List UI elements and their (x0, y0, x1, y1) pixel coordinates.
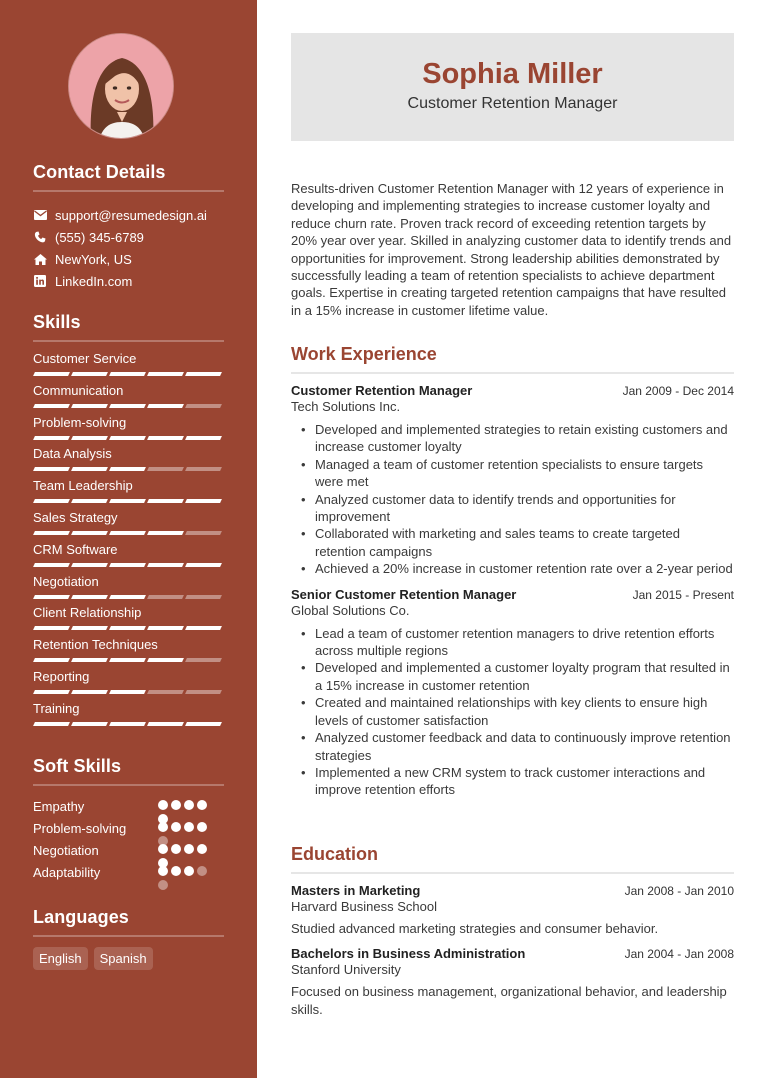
education-section (291, 843, 734, 1018)
contact-location (33, 248, 224, 270)
languages-heading: Languages (33, 907, 129, 927)
skill-item (33, 415, 224, 447)
skill-level-bar (33, 626, 224, 630)
soft-skill-item (33, 798, 224, 820)
skill-label: Customer Service (33, 351, 137, 366)
divider (33, 935, 224, 937)
skill-level-bar (33, 563, 224, 567)
skill-level-segment (33, 467, 70, 471)
contact-email-text: support@resumedesign.ai (55, 207, 207, 223)
skill-level-segment (33, 372, 70, 376)
soft-skill-rating (158, 866, 212, 890)
language-chip-english: English (33, 947, 88, 970)
skill-level-bar (33, 467, 224, 471)
skill-level-segment (185, 722, 222, 726)
skill-level-segment (109, 722, 146, 726)
skill-item (33, 478, 224, 510)
rating-dot-icon (197, 822, 207, 832)
skill-level-segment (33, 436, 70, 440)
summary-text: Results-driven Customer Retention Manager with 12 years of experience in developing and implementing strategies to increase customer loyalty and reduce churn rate. Proven track record of exceeding retention targets by 20% year over year. Skilled in analyzing customer data to identify trends and opportunities for improvement. Strong leadership abilities demonstrated by successfully leading a team of retention specialists to achieve department goals. Expertise in creating targeted retention campaigns that have resulted in a 15% increase in customer lifetime value. (291, 181, 732, 318)
skill-item (33, 446, 224, 478)
education-description: Studied advanced marketing strategies and consumer behavior. (291, 921, 659, 936)
skill-level-segment (33, 658, 70, 662)
work-experience-section (291, 343, 734, 799)
divider (33, 190, 224, 192)
skill-level-segment (33, 563, 70, 567)
bullet-item: • Analyzed customer feedback and data to continuously improve retention strategies (315, 729, 734, 764)
school: Harvard Business School (291, 899, 437, 914)
rating-dot-icon (184, 822, 194, 832)
skill-level-segment (147, 372, 184, 376)
contact-list (33, 204, 224, 292)
bullet-item: • Managed a team of customer retention specialists to ensure targets were met (315, 456, 734, 491)
education-entry (291, 883, 734, 937)
skills-heading: Skills (33, 312, 81, 332)
contact-phone[interactable] (33, 226, 224, 248)
candidate-title: Customer Retention Manager (407, 95, 618, 112)
skill-level-segment (33, 595, 70, 599)
work-company: Global Solutions Co. (291, 602, 410, 618)
skill-level-segment (147, 626, 184, 630)
contact-phone-text: (555) 345-6789 (55, 229, 144, 245)
soft-skill-item (33, 864, 224, 886)
divider (291, 872, 734, 874)
work-entry (291, 587, 734, 799)
contact-linkedin-text: LinkedIn.com (55, 273, 133, 289)
skill-level-bar (33, 372, 224, 376)
skill-level-segment (33, 690, 70, 694)
skill-level-segment (185, 372, 222, 376)
resume-header (291, 33, 734, 141)
skill-level-segment (147, 467, 184, 471)
skill-level-segment (109, 499, 146, 503)
soft-skill-label: Problem-solving (33, 821, 127, 836)
skill-level-segment (109, 531, 146, 535)
soft-skill-list (33, 798, 224, 886)
bullet-item: • Developed and implemented strategies to retain existing customers and increase customer loyalty (315, 421, 734, 456)
work-bullets (291, 421, 734, 578)
education-entry (291, 946, 734, 1018)
skill-level-segment (109, 436, 146, 440)
skill-level-bar (33, 499, 224, 503)
education-description: Focused on business management, organizational behavior, and leadership skills. (291, 984, 727, 1017)
language-chip-spanish: Spanish (94, 947, 153, 970)
skill-level-segment (33, 499, 70, 503)
skill-level-segment (147, 499, 184, 503)
skill-level-segment (109, 658, 146, 662)
skill-item (33, 637, 224, 669)
skill-item (33, 383, 224, 415)
rating-dot-icon (197, 844, 207, 854)
skill-level-segment (185, 467, 222, 471)
rating-dot-icon (171, 866, 181, 876)
skills-section (33, 312, 224, 733)
soft-skill-item (33, 842, 224, 864)
language-list (33, 947, 224, 970)
skill-item (33, 351, 224, 383)
skill-level-bar (33, 722, 224, 726)
skill-level-bar (33, 690, 224, 694)
soft-skills-heading: Soft Skills (33, 756, 122, 776)
soft-skill-label: Adaptability (33, 865, 101, 880)
skill-item (33, 701, 224, 733)
skill-level-segment (109, 690, 146, 694)
skill-level-segment (71, 626, 108, 630)
skill-level-bar (33, 531, 224, 535)
phone-icon (33, 230, 47, 244)
skill-label: Communication (33, 382, 124, 398)
rating-dot-icon (184, 800, 194, 810)
skill-level-bar (33, 404, 224, 408)
bullet-item: • Collaborated with marketing and sales teams to create targeted retention campaigns (315, 525, 734, 560)
rating-dot-icon (158, 822, 168, 832)
rating-dot-icon (184, 866, 194, 876)
rating-dot-icon (171, 822, 181, 832)
work-heading: Work Experience (291, 344, 437, 364)
rating-dot-icon (158, 800, 168, 810)
skill-item (33, 542, 224, 574)
skill-level-segment (33, 626, 70, 630)
skill-level-bar (33, 436, 224, 440)
skill-item (33, 574, 224, 606)
contact-email[interactable] (33, 204, 224, 226)
bullet-item: • Lead a team of customer retention managers to drive retention efforts across multiple regions (315, 625, 734, 660)
contact-location-text: NewYork, US (55, 251, 132, 267)
skill-level-segment (147, 404, 184, 408)
skill-level-segment (147, 595, 184, 599)
bullet-item: • Implemented a new CRM system to track customer interactions and improve retention efforts (315, 764, 734, 799)
rating-dot-icon (197, 800, 207, 810)
work-role: Senior Customer Retention Manager (291, 586, 517, 602)
divider (33, 340, 224, 342)
skill-level-segment (71, 531, 108, 535)
profile-photo (69, 34, 174, 139)
skill-level-segment (109, 626, 146, 630)
skill-list (33, 351, 224, 733)
skill-level-bar (33, 658, 224, 662)
skill-level-segment (147, 563, 184, 567)
soft-skill-label: Negotiation (33, 843, 99, 858)
skill-level-segment (33, 531, 70, 535)
rating-dot-icon (158, 866, 168, 876)
skill-level-segment (185, 690, 222, 694)
degree: Masters in Marketing (291, 883, 421, 898)
skill-level-segment (109, 595, 146, 599)
skill-level-segment (185, 436, 222, 440)
skill-level-segment (185, 563, 222, 567)
contact-heading: Contact Details (33, 162, 166, 182)
skill-level-segment (71, 499, 108, 503)
education-dates: Jan 2004 - Jan 2008 (624, 947, 734, 962)
candidate-name: Sophia Miller (422, 58, 603, 90)
skill-level-segment (185, 404, 222, 408)
divider (291, 372, 734, 374)
skill-level-segment (71, 658, 108, 662)
rating-dot-icon (197, 866, 207, 876)
skill-level-bar (33, 595, 224, 599)
skill-level-segment (109, 467, 146, 471)
skill-label: Data Analysis (33, 446, 112, 462)
envelope-icon (33, 208, 47, 222)
work-dates: Jan 2015 - Present (632, 587, 734, 602)
work-entry (291, 383, 734, 578)
skill-level-segment (71, 372, 108, 376)
skill-level-segment (71, 722, 108, 726)
bullet-item: • Developed and implemented a customer loyalty program that resulted in a 15% increase in customer retention (315, 659, 734, 694)
soft-skill-item (33, 820, 224, 842)
sidebar (0, 0, 257, 1078)
home-icon (33, 252, 47, 266)
languages-section (33, 907, 224, 970)
linkedin-icon (33, 274, 47, 288)
rating-dot-icon (158, 880, 168, 890)
skill-level-segment (185, 531, 222, 535)
skill-label: Client Relationship (33, 605, 142, 621)
skill-level-segment (147, 690, 184, 694)
skill-level-segment (185, 658, 222, 662)
avatar (68, 33, 174, 139)
education-heading: Education (291, 844, 379, 864)
work-company: Tech Solutions Inc. (291, 399, 401, 414)
school: Stanford University (291, 962, 401, 978)
education-dates: Jan 2008 - Jan 2010 (624, 884, 734, 898)
skill-label: Sales Strategy (33, 509, 118, 525)
contact-linkedin[interactable] (33, 270, 224, 292)
skill-level-segment (71, 404, 108, 408)
skill-label: Team Leadership (33, 478, 133, 494)
bullet-item: • Analyzed customer data to identify trends and opportunities for improvement (315, 491, 734, 526)
skill-level-segment (109, 563, 146, 567)
skill-level-segment (71, 595, 108, 599)
rating-dot-icon (171, 800, 181, 810)
work-role: Customer Retention Manager (291, 383, 473, 398)
skill-level-segment (71, 436, 108, 440)
skill-label: Training (33, 700, 80, 716)
skill-label: Problem-solving (33, 414, 127, 430)
skill-label: Reporting (33, 668, 90, 684)
skill-level-segment (185, 595, 222, 599)
soft-skills-section (33, 756, 224, 886)
skill-level-segment (71, 467, 108, 471)
skill-item (33, 510, 224, 542)
skill-item (33, 669, 224, 701)
skill-level-segment (109, 372, 146, 376)
bullet-item: • Created and maintained relationships with key clients to ensure high levels of customer satisfaction (315, 694, 734, 729)
contact-section (33, 162, 224, 292)
skill-level-segment (33, 404, 70, 408)
rating-dot-icon (184, 844, 194, 854)
work-dates: Jan 2009 - Dec 2014 (622, 384, 734, 398)
skill-level-segment (147, 658, 184, 662)
skill-level-segment (185, 626, 222, 630)
skill-level-segment (33, 722, 70, 726)
work-bullets (291, 625, 734, 799)
skill-level-segment (71, 563, 108, 567)
skill-level-segment (147, 531, 184, 535)
skill-item (33, 605, 224, 637)
skill-level-segment (109, 404, 146, 408)
skill-label: CRM Software (33, 541, 118, 557)
skill-level-segment (147, 436, 184, 440)
skill-label: Retention Techniques (33, 637, 158, 653)
degree: Bachelors in Business Administration (291, 946, 526, 962)
skill-level-segment (71, 690, 108, 694)
bullet-item: • Achieved a 20% increase in customer retention rate over a 2-year period (315, 560, 734, 577)
skill-level-segment (185, 499, 222, 503)
soft-skill-label: Empathy (33, 799, 85, 814)
skill-level-segment (147, 722, 184, 726)
rating-dot-icon (158, 844, 168, 854)
divider (33, 784, 224, 786)
rating-dot-icon (171, 844, 181, 854)
skill-label: Negotiation (33, 573, 99, 589)
